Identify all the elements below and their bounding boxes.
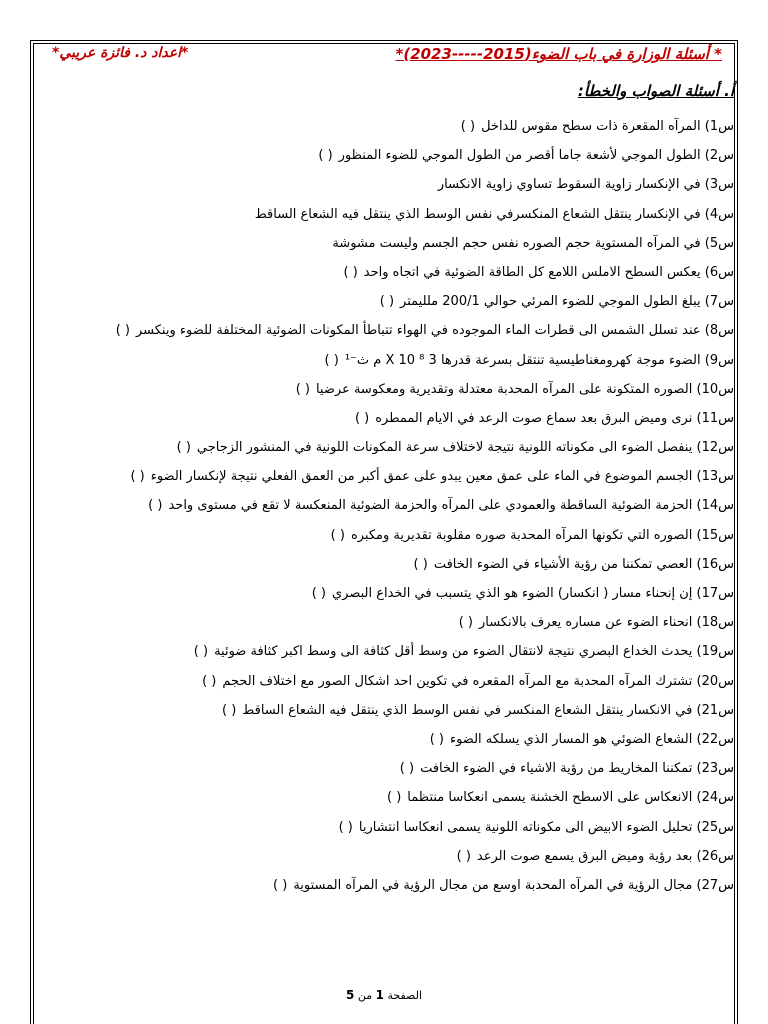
answer-blank: ( ) — [379, 294, 395, 310]
question-text: الضوء موجة كهرومغناطيسية تنتقل بسرعة قدرها 3 X 10 ⁸ م ث⁻¹ — [344, 352, 701, 368]
question-text: الصوره التي تكونها المرآه المحدبة صوره مقلوبة تقديرية ومكبره — [350, 527, 693, 543]
question-item — [44, 433, 734, 462]
question-number: س6) — [704, 264, 734, 280]
question-item — [44, 200, 734, 229]
question-number: س23) — [696, 761, 734, 777]
question-text: إن إنحناء مسار ( انكسار) الضوء هو الذي يتسبب في الخداع البصري — [331, 586, 693, 601]
question-item — [44, 521, 734, 550]
question-number: س12) — [696, 440, 734, 456]
answer-blank: ( ) — [387, 790, 402, 806]
question-number: س22) — [696, 731, 734, 747]
answer-blank: ( ) — [399, 761, 415, 777]
answer-blank: ( ) — [460, 119, 476, 134]
question-text: يحدث الخداع البصري نتيجة لانتقال الضوء من وسط أقل كثافة الى وسط اكبر كثافة ضوئية — [214, 644, 693, 660]
page-header — [34, 40, 734, 68]
answer-blank: ( ) — [273, 877, 288, 893]
question-text: في الإنكسار زاوية السقوط تساوي زاوية الانكسار — [437, 177, 701, 193]
section-title: أ. أسئلة الصواب والخطأ: — [577, 82, 734, 100]
question-item — [44, 346, 734, 375]
question-number: س18) — [696, 615, 734, 631]
answer-blank: ( ) — [330, 527, 345, 543]
question-text: الصوره المتكونة على المرآه المحدبة معتدلة وتقديرية ومعكوسة عرضيا — [315, 381, 693, 397]
question-item — [44, 579, 734, 608]
question-item — [44, 141, 734, 170]
question-number: س27) — [696, 877, 734, 893]
question-item — [44, 258, 734, 287]
question-text: يبلغ الطول الموجي للضوء المرئي حوالي 200/1 ملليمتر — [400, 294, 701, 310]
question-number: س20) — [696, 673, 734, 689]
answer-blank: ( ) — [202, 673, 217, 689]
footer-sep: من — [357, 989, 373, 1002]
question-text: الانعكاس على الاسطح الخشنة يسمى انعكاسا منتظما — [407, 790, 693, 806]
answer-blank: ( ) — [295, 381, 310, 397]
footer-total-pages: 5 — [346, 988, 355, 1002]
question-item — [44, 696, 734, 725]
answer-blank: ( ) — [115, 323, 130, 339]
question-text: الجسم الموضوع في الماء على عمق معين يبدو على عمق أكبر من العمق الفعلي نتيجة لإنكسار الضوء — [150, 469, 693, 485]
question-text: المرآه المقعرة ذات سطح مقوس للداخل — [481, 119, 701, 134]
question-number: س25) — [696, 819, 734, 835]
question-number: س17) — [696, 586, 734, 601]
answer-blank: ( ) — [354, 410, 370, 426]
question-text: يعكس السطح الاملس اللامع كل الطاقة الضوئية في اتجاه واحد — [363, 264, 701, 280]
question-item — [44, 112, 734, 141]
answer-blank: ( ) — [222, 702, 237, 718]
question-number: س1) — [704, 119, 734, 134]
question-text: ينفصل الضوء الى مكوناته اللونية نتيجة لاختلاف سرعة المكونات اللونية في المنشور الزجاجي — [196, 440, 693, 456]
question-text: الحزمة الضوئية الساقطة والعمودي على المرآه والحزمة الضوئية المنعكسة لا تقع في مستوى واحد — [168, 498, 693, 514]
question-number: س16) — [696, 556, 734, 572]
question-text: نرى وميض البرق بعد سماع صوت الرعد في الايام الممطره — [375, 410, 693, 426]
footer-prefix: الصفحة — [387, 989, 422, 1002]
question-text: تمكننا المخاريط من رؤية الاشياء في الضوء الخافت — [420, 761, 693, 777]
question-number: س3) — [704, 177, 734, 193]
answer-blank: ( ) — [176, 440, 191, 456]
question-item — [44, 229, 734, 258]
question-number: س9) — [704, 352, 734, 368]
answer-blank: ( ) — [429, 731, 444, 747]
question-number: س2) — [704, 148, 734, 164]
question-text: الشعاع الضوئي هو المسار الذي يسلكه الضوء — [449, 731, 693, 747]
question-number: س13) — [696, 469, 734, 485]
answer-blank: ( ) — [338, 819, 353, 835]
question-item — [44, 783, 734, 812]
question-item — [44, 754, 734, 783]
question-item — [44, 667, 734, 696]
answer-blank: ( ) — [318, 148, 333, 164]
question-item — [44, 170, 734, 199]
question-number: س11) — [696, 410, 734, 426]
question-number: س24) — [696, 790, 734, 806]
question-number: س15) — [696, 527, 734, 543]
question-number: س21) — [696, 702, 734, 718]
answer-blank: ( ) — [413, 556, 428, 572]
answer-blank: ( ) — [148, 498, 163, 514]
question-item — [44, 608, 734, 637]
document-title: * أسئلة الوزارة في باب الضوء(2015-----2023)* — [395, 45, 722, 63]
question-number: س7) — [704, 294, 734, 310]
answer-blank: ( ) — [456, 848, 471, 864]
question-number: س5) — [704, 235, 734, 251]
question-text: في المرآه المستوية حجم الصوره نفس حجم الجسم وليست مشوشة — [332, 235, 701, 251]
question-item — [44, 316, 734, 345]
question-number: س19) — [696, 644, 734, 660]
question-number: س14) — [696, 498, 734, 514]
question-text: في الإنكسار ينتقل الشعاع المنكسرفي نفس الوسط الذي ينتقل فيه الشعاع الساقط — [254, 206, 701, 222]
question-item — [44, 725, 734, 754]
question-text: تحليل الضوء الابيض الى مكوناته اللونية يسمى انعكاسا انتشاريا — [358, 819, 693, 835]
question-text: بعد رؤية وميض البرق يسمع صوت الرعد — [476, 848, 693, 864]
page-footer — [0, 988, 768, 1002]
question-text: العصي تمكننا من رؤية الأشياء في الضوء الخافت — [433, 556, 693, 572]
question-text: انحناء الضوء عن مساره يعرف بالانكسار — [478, 615, 693, 631]
question-item — [44, 404, 734, 433]
question-text: الطول الموجي لأشعة جاما أقصر من الطول الموجي للضوء المنظور — [338, 148, 701, 164]
question-text: في الانكسار ينتقل الشعاع المنكسر في نفس الوسط الذي ينتقل فيه الشعاع الساقط — [242, 702, 693, 718]
footer-page-number: 1 — [375, 988, 384, 1002]
question-item — [44, 842, 734, 871]
author-credit: *اعداد د. فائزة عريبي* — [52, 45, 189, 61]
question-list — [44, 112, 734, 900]
question-text: عند تسلل الشمس الى قطرات الماء الموجوده في الهواء تتباطأ المكونات الضوئية المختلفة للضوء وينكسر — [135, 323, 701, 339]
question-item — [44, 637, 734, 666]
answer-blank: ( ) — [193, 644, 209, 660]
question-item — [44, 491, 734, 520]
answer-blank: ( ) — [343, 264, 358, 280]
answer-blank: ( ) — [324, 352, 339, 368]
question-number: س10) — [696, 381, 734, 397]
question-number: س8) — [704, 323, 734, 339]
question-text: تشترك المرآه المحدبة مع المرآه المقعره في تكوين احد اشكال الصور مع اختلاف الحجم — [222, 673, 693, 689]
answer-blank: ( ) — [311, 586, 326, 601]
question-item — [44, 550, 734, 579]
question-item — [44, 375, 734, 404]
question-number: س4) — [704, 206, 734, 222]
question-item — [44, 462, 734, 491]
question-item — [44, 813, 734, 842]
question-number: س26) — [696, 848, 734, 864]
question-item — [44, 871, 734, 900]
answer-blank: ( ) — [458, 615, 473, 631]
question-text: مجال الرؤية في المرآه المحدبة اوسع من مجال الرؤية في المرآه المستوية — [293, 877, 693, 893]
question-item — [44, 287, 734, 316]
answer-blank: ( ) — [130, 469, 145, 485]
